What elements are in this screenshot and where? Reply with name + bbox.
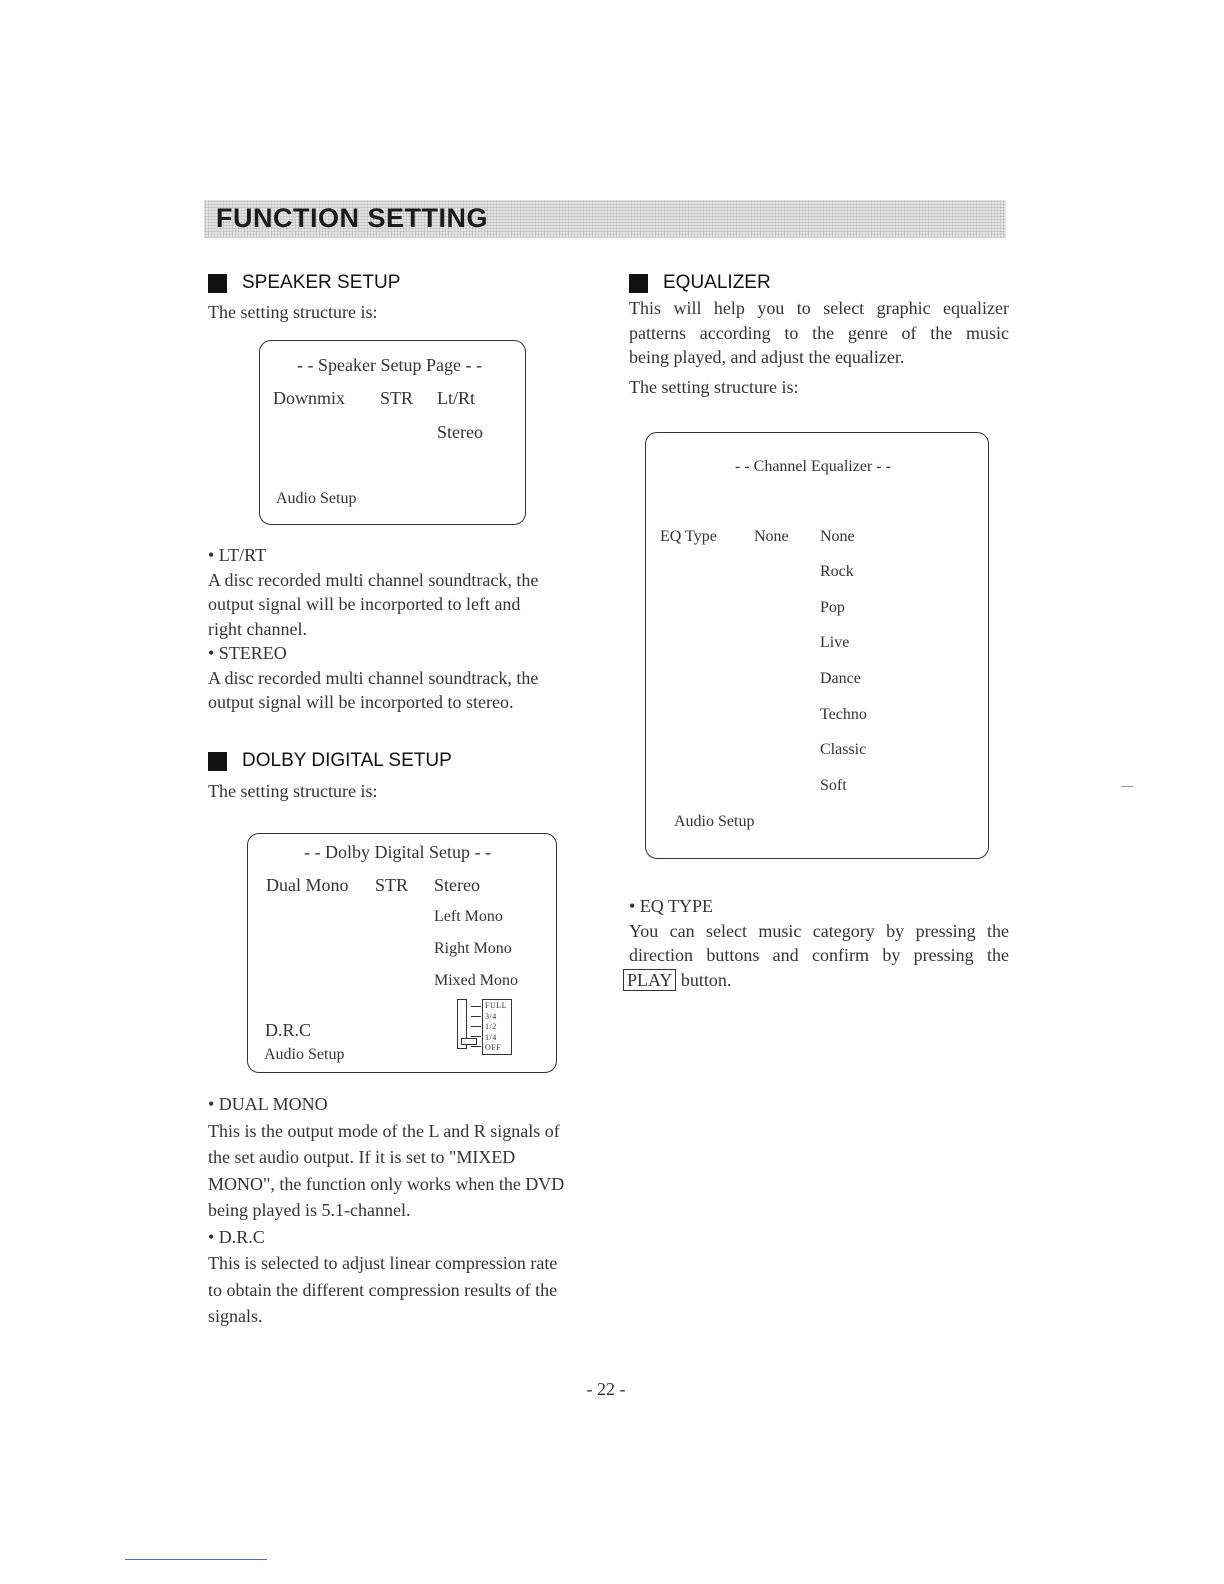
note-line: You can select music category by pressing the <box>629 920 1009 941</box>
speaker-setup-notes <box>208 543 588 715</box>
description-line: being played, and adjust the equalizer. <box>629 347 905 367</box>
speaker-setup-intro: The setting structure is: <box>208 302 378 322</box>
note-title: • D.R.C <box>208 1226 265 1247</box>
menu-option: None <box>820 528 855 545</box>
menu-title: - - Channel Equalizer - - <box>735 458 891 475</box>
note-line: A disc recorded multi channel soundtrack, the <box>208 667 539 688</box>
menu-title: - - Speaker Setup Page - - <box>297 355 482 375</box>
speaker-setup-heading: SPEAKER SETUP <box>208 272 400 294</box>
square-bullet-icon <box>208 752 227 771</box>
drc-level-label: OFF <box>485 1043 502 1052</box>
menu-option: Stereo <box>437 422 483 442</box>
drc-slider-knob <box>461 1038 477 1045</box>
menu-current-value: STR <box>380 388 414 408</box>
eq-type-note <box>629 894 1009 992</box>
menu-footer: Audio Setup <box>264 1046 345 1063</box>
description-line: patterns according to the genre of the music <box>629 322 1009 343</box>
equalizer-heading: EQUALIZER <box>629 272 771 294</box>
note-line: being played is 5.1-channel. <box>208 1200 411 1220</box>
drc-level-label: 1/2 <box>485 1022 497 1031</box>
note-line <box>623 968 1009 993</box>
drc-tick <box>471 1036 481 1037</box>
menu-footer: Audio Setup <box>276 490 357 507</box>
square-bullet-icon <box>629 274 648 293</box>
dolby-setup-heading: DOLBY DIGITAL SETUP <box>208 750 452 772</box>
dolby-setup-intro: The setting structure is: <box>208 781 378 801</box>
drc-label: D.R.C <box>265 1020 312 1040</box>
menu-item-label: Dual Mono <box>266 875 349 895</box>
page-title: FUNCTION SETTING <box>216 203 488 233</box>
menu-option: Live <box>820 634 850 651</box>
note-title: • LT/RT <box>208 545 267 565</box>
menu-item-label: EQ Type <box>660 528 717 545</box>
drc-level-label: 1/4 <box>485 1033 497 1042</box>
menu-current-value: None <box>754 528 789 545</box>
square-bullet-icon <box>208 274 227 293</box>
note-line: This is the output mode of the L and R signals of <box>208 1120 560 1141</box>
note-line: right channel. <box>208 618 307 639</box>
note-line-end: button. <box>676 969 732 990</box>
menu-footer: Audio Setup <box>674 813 755 830</box>
note-line: output signal will be incorported to left and <box>208 594 521 614</box>
note-title: • EQ TYPE <box>629 896 713 916</box>
drc-tick <box>471 1006 481 1007</box>
drc-tick <box>471 1016 481 1017</box>
menu-option: Soft <box>820 777 847 794</box>
note-line: This is selected to adjust linear compression rate <box>208 1253 558 1273</box>
menu-option: Dance <box>820 670 861 687</box>
menu-option: Techno <box>820 706 867 723</box>
menu-option: Right Mono <box>434 940 512 957</box>
equalizer-description <box>629 296 1009 370</box>
note-line: the set audio output. If it is set to "MIXED <box>208 1147 516 1167</box>
menu-option: Lt/Rt <box>437 388 476 408</box>
note-title: • DUAL MONO <box>208 1094 328 1114</box>
section-banner <box>204 200 1006 238</box>
footer-rule <box>125 1559 267 1560</box>
speaker-setup-menu <box>259 340 526 525</box>
menu-option: Classic <box>820 741 867 758</box>
equalizer-intro: The setting structure is: <box>629 377 799 397</box>
channel-equalizer-menu <box>645 432 989 859</box>
drc-level-label: 3/4 <box>485 1012 497 1021</box>
menu-option: Mixed Mono <box>434 972 518 989</box>
menu-option: Rock <box>820 563 854 580</box>
note-title: • STEREO <box>208 643 287 663</box>
menu-item-label: Downmix <box>273 388 345 408</box>
drc-level-scale <box>482 999 512 1055</box>
note-line: MONO", the function only works when the DVD <box>208 1173 565 1194</box>
drc-level-slider <box>457 999 513 1055</box>
menu-option: Left Mono <box>434 908 503 925</box>
drc-tick <box>471 1046 481 1047</box>
dolby-setup-menu <box>247 833 557 1073</box>
menu-title: - - Dolby Digital Setup - - <box>304 842 491 862</box>
page-number: - 22 - <box>586 1379 626 1399</box>
note-line: signals. <box>208 1306 263 1326</box>
drc-level-label: FULL <box>485 1001 507 1010</box>
dolby-setup-notes <box>208 1091 598 1330</box>
drc-tick <box>471 1026 481 1027</box>
note-line: to obtain the different compression results of the <box>208 1279 558 1300</box>
menu-option: Pop <box>820 599 845 616</box>
note-line: A disc recorded multi channel soundtrack, the <box>208 569 539 590</box>
menu-current-value: STR <box>375 875 409 895</box>
description-line: This will help you to select graphic equalizer <box>629 298 1009 318</box>
note-line: output signal will be incorported to stereo. <box>208 692 514 712</box>
margin-mark <box>1121 786 1133 787</box>
play-key-label: PLAY <box>623 969 676 991</box>
note-line: direction buttons and confirm by pressing the <box>629 945 1009 965</box>
menu-option: Stereo <box>434 875 480 895</box>
